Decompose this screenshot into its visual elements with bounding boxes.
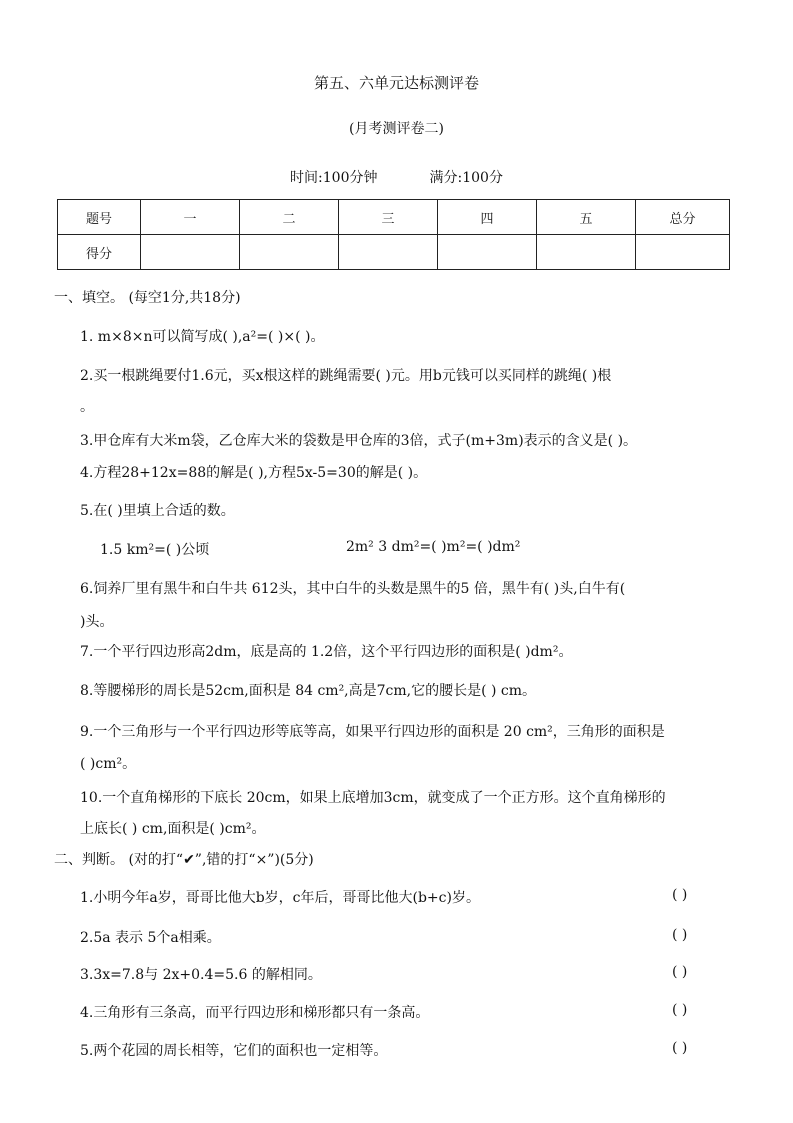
table-cell: 三: [339, 200, 438, 235]
question-9-cont: ( )cm²。: [80, 756, 137, 772]
score-input-cell[interactable]: [240, 235, 339, 270]
judge-item: 2.5a 表示 5个a相乘。: [80, 930, 221, 946]
question-2-cont: 。: [80, 399, 94, 415]
page-subtitle: (月考测评卷二): [349, 121, 444, 137]
page-title: 第五、六单元达标测评卷: [313, 74, 479, 92]
question-1: 1. m×8×n可以简写成( ),a²=( )×( )。: [80, 329, 325, 345]
question-5a: 1.5 km²=( )公顷: [100, 542, 210, 558]
score-input-cell[interactable]: [636, 235, 730, 270]
answer-paren[interactable]: ( ): [672, 1002, 688, 1018]
table-cell: 五: [537, 200, 636, 235]
score-table: [57, 199, 730, 270]
score-input-cell[interactable]: [438, 235, 537, 270]
judge-item: 5.两个花园的周长相等，它们的面积也一定相等。: [80, 1043, 388, 1059]
full-score: 满分:100分: [429, 170, 503, 186]
question-7: 7.一个平行四边形高2dm，底是高的 1.2倍，这个平行四边形的面积是( )dm²。: [80, 644, 573, 660]
question-6: 6.饲养厂里有黑牛和白牛共 612头，其中白牛的头数是黑牛的5 倍，黑牛有( )头,白牛有(: [80, 581, 626, 597]
question-5b: 2m² 3 dm²=( )m²=( )dm²: [346, 539, 521, 555]
question-8: 8.等腰梯形的周长是52cm,面积是 84 cm²,高是7cm,它的腰长是( ) cm。: [80, 683, 537, 699]
question-10-cont: 上底长( ) cm,面积是( )cm²。: [80, 821, 266, 837]
section-2-heading: 二、判断。 (对的打“✔”,错的打“×”)(5分): [54, 852, 314, 868]
question-6-cont: )头。: [80, 614, 114, 630]
table-cell: 总分: [636, 200, 730, 235]
table-cell: 得分: [58, 235, 141, 270]
question-3: 3.甲仓库有大米m袋，乙仓库大米的袋数是甲仓库的3倍，式子(m+3m)表示的含义是( )。: [80, 433, 638, 449]
answer-paren[interactable]: ( ): [672, 887, 688, 903]
answer-paren[interactable]: ( ): [672, 964, 688, 980]
table-cell: 一: [141, 200, 240, 235]
judge-item: 3.3x=7.8与 2x+0.4=5.6 的解相同。: [80, 967, 322, 983]
judge-item: 1.小明今年a岁，哥哥比他大b岁，c年后，哥哥比他大(b+c)岁。: [80, 890, 480, 906]
table-cell: 四: [438, 200, 537, 235]
score-input-cell[interactable]: [339, 235, 438, 270]
judge-item: 4.三角形有三条高，而平行四边形和梯形都只有一条高。: [80, 1005, 430, 1021]
question-4: 4.方程28+12x=88的解是( ),方程5x-5=30的解是( )。: [80, 465, 428, 481]
section-1-heading: 一、填空。 (每空1分,共18分): [54, 290, 241, 306]
answer-paren[interactable]: ( ): [672, 927, 688, 943]
table-row: [58, 200, 730, 235]
time-limit: 时间:100分钟: [290, 170, 378, 186]
exam-info: [0, 167, 793, 187]
table-row: [58, 235, 730, 270]
table-cell: 题号: [58, 200, 141, 235]
question-9: 9.一个三角形与一个平行四边形等底等高，如果平行四边形的面积是 20 cm²，三角形的面积是: [80, 724, 665, 740]
question-5: 5.在( )里填上合适的数。: [80, 503, 235, 519]
score-input-cell[interactable]: [537, 235, 636, 270]
answer-paren[interactable]: ( ): [672, 1040, 688, 1056]
table-cell: 二: [240, 200, 339, 235]
score-input-cell[interactable]: [141, 235, 240, 270]
question-10: 10.一个直角梯形的下底长 20cm，如果上底增加3cm，就变成了一个正方形。这个直角梯形的: [80, 790, 666, 806]
question-2: 2.买一根跳绳要付1.6元，买x根这样的跳绳需要( )元。用b元钱可以买同样的跳绳( )根: [80, 368, 612, 384]
